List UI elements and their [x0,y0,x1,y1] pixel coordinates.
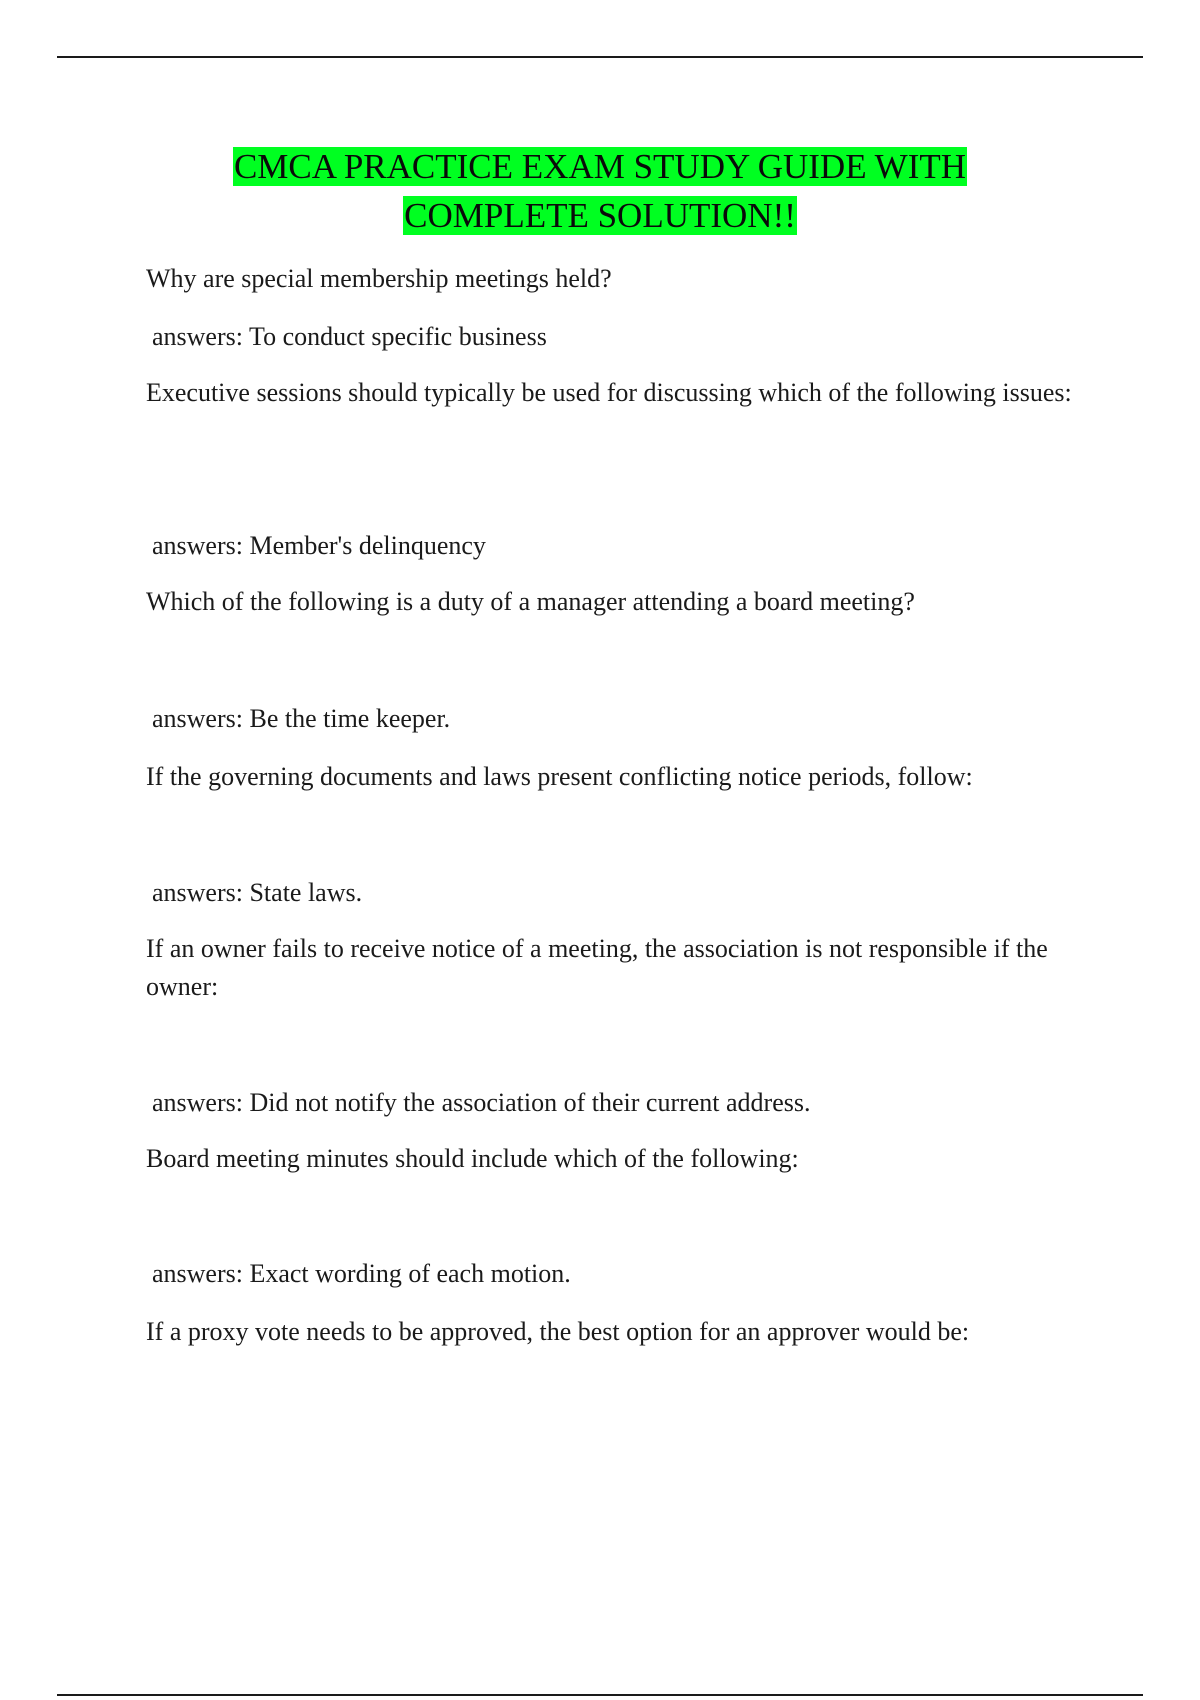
answer-1: answers: To conduct specific business [152,322,547,351]
question-1: Why are special membership meetings held? [146,264,612,293]
question-7: If a proxy vote needs to be approved, the best option for an approver would be: [146,1317,970,1346]
question-3: Which of the following is a duty of a manager attending a board meeting? [146,587,915,616]
question-4: If the governing documents and laws present conflicting notice periods, follow: [146,762,973,791]
question-6: Board meeting minutes should include which of the following: [146,1144,799,1173]
answer-5: answers: Did not notify the association of their current address. [152,1088,811,1117]
answer-3: answers: Be the time keeper. [152,704,451,733]
answer-4: answers: State laws. [152,878,363,907]
question-5: If an owner fails to receive notice of a meeting, the association is not responsible if the owner: [146,934,1048,1001]
title-line-2: COMPLETE SOLUTION!! [404,196,796,235]
answer-6: answers: Exact wording of each motion. [152,1259,571,1288]
title-line-1: CMCA PRACTICE EXAM STUDY GUIDE WITH [233,147,967,186]
bottom-rule [57,1694,1143,1696]
answer-2: answers: Member's delinquency [152,531,486,560]
question-2: Executive sessions should typically be used for discussing which of the following issues: [146,378,1072,407]
